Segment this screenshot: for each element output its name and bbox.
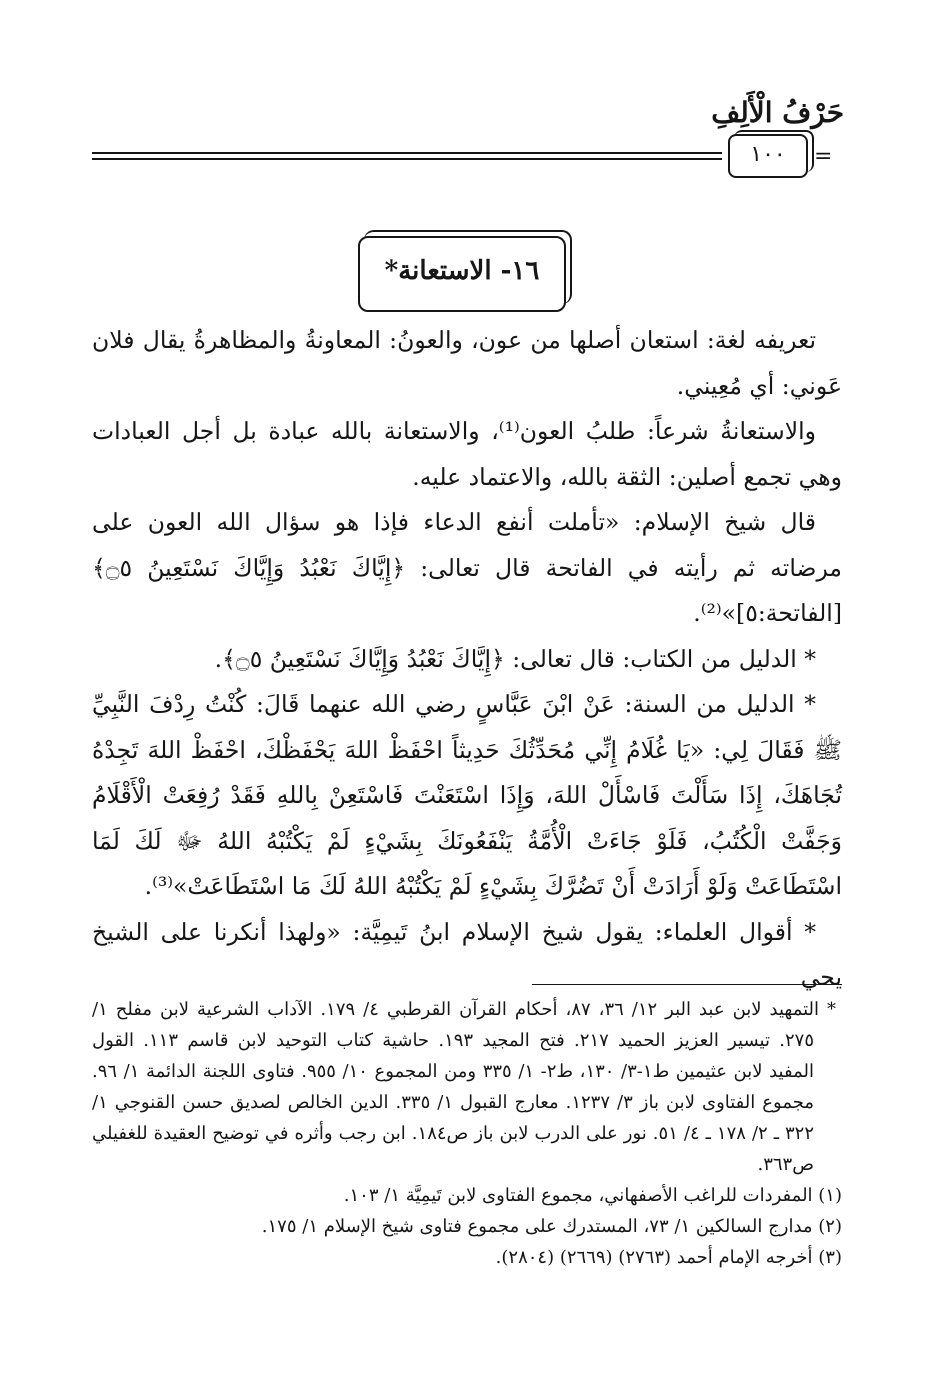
header-rule bbox=[92, 158, 722, 160]
section-title-frame bbox=[358, 236, 566, 312]
header-rule bbox=[92, 152, 722, 154]
paragraph-definition-language: تعريفه لغة: استعان أصلها من عون، والعونُ: المعاونةُ والمظاهرةُ يقال فلان عَوني: أي مُعِيني. bbox=[92, 326, 842, 400]
footnote-2: (٢) مدارج السالكين ١/ ٧٣، المستدرك على مجموع فتاوى شيخ الإسلام ١/ ١٧٥. bbox=[261, 1216, 842, 1237]
paragraph-evidence-sunnah: * الدليل من السنة: عَنْ ابْنَ عَبَّاسٍ رضي الله عنهما قَالَ: كُنْتُ رِدْفَ النَّبِيِّ ﷺ فَقَالَ لِي: «يَا غُلَامُ إِنِّي مُحَدِّثُكَ حَدِيثاً احْفَظْ اللهَ يَحْفَظْكَ، احْفَظْ اللهَ تَجِدْهُ تُجَاهَكَ، إِذَا سَأَلْتَ فَاسْأَلْ اللهَ، وَإِذَا اسْتَعَنْتَ فَاسْتَعِنْ بِاللهِ فَقَدْ رُفِعَتْ الْأَقْلَامُ وَجَفَّتْ الْكُتُبُ، فَلَوْ جَاءَتْ الْأُمَّةُ يَنْفَعُونَكَ بِشَيْءٍ لَمْ يَكْتُبْهُ اللهُ ﷻ لَكَ لَمَا اسْتَطَاعَتْ وَلَوْ أَرَادَتْ أَنْ تَضُرَّكَ بِشَيْءٍ لَمْ يَكْتُبْهُ اللهُ لَكَ مَا اسْتَطَاعَتْ»⁽³⁾. bbox=[92, 690, 842, 900]
footnote-star: * التمهيد لابن عبد البر ١٢/ ٣٦، ٨٧، أحكام القرآن القرطبي ٤/ ١٧٩. الآداب الشرعية لابن مفلح ١/ ٢٧٥. تيسير العزيز الحميد ٢١٧. فتح المجيد ١٩٣. حاشية كتاب التوحيد لابن قاسم ١١٣. القول المفيد لابن عثيمين ط١-٣/ ١٣٠، ط٢- ١/ ٣٣٥ ومن المجموع ١٠/ ٩٥٥. فتاوى اللجنة الدائمة ١/ ٩٦. مجموع الفتاوى لابن باز ٣/ ١٢٣٧. معارج القبول ١/ ٣٣٥. الدين الخالص لصديق حسن القنوجي ١/ ٣٢٢ ـ ٢/ ١٧٨ ـ ٤/ ٥١. نور على الدرب لابن باز ص١٨٤. ابن رجب وأثره في توضيح العقيدة للغفيلي ص٣٦٣. bbox=[92, 999, 836, 1175]
page-number-frame bbox=[728, 134, 808, 178]
paragraph-shaykh-quote: قال شيخ الإسلام: «تأملت أنفع الدعاء فإذا هو سؤال الله العون على مرضاته ثم رأيته في الفاتحة قال تعالى: ﴿إِيَّاكَ نَعْبُدُ وَإِيَّاكَ نَسْتَعِينُ ۝٥﴾ [الفاتحة:٥]»⁽²⁾. bbox=[92, 508, 842, 627]
paragraph-scholars: * أقوال العلماء: يقول شيخ الإسلام ابنُ تَيمِيَّة: «ولهذا أنكرنا على الشيخ يحي bbox=[92, 917, 842, 991]
page-header bbox=[92, 96, 844, 188]
footnotes bbox=[92, 994, 842, 1273]
paragraph-evidence-book: * الدليل من الكتاب: قال تعالى: ﴿إِيَّاكَ نَعْبُدُ وَإِيَّاكَ نَسْتَعِينُ ۝٥﴾. bbox=[214, 644, 816, 673]
paragraph-definition-sharia: والاستعانةُ شرعاً: طلبُ العون⁽¹⁾، والاستعانة بالله عبادة بل أجل العبادات وهي تجمع أصلين: الثقة بالله، والاعتماد عليه. bbox=[92, 417, 842, 491]
section-title: ١٦- الاستعانة* bbox=[384, 256, 540, 286]
chapter-title: حَرْفُ الْأَلِفِ bbox=[711, 96, 844, 129]
main-text bbox=[92, 318, 842, 1001]
page-number: ١٠٠ bbox=[750, 142, 786, 167]
header-mark: = bbox=[814, 144, 833, 169]
footnote-1: (١) المفردات للراغب الأصفهاني، مجموع الفتاوى لابن تَيمِيَّة ١/ ١٠٣. bbox=[343, 1185, 842, 1206]
footnote-divider bbox=[532, 984, 842, 985]
footnote-3: (٣) أخرجه الإمام أحمد (٢٧٦٣) (٢٦٦٩) (٢٨٠٤). bbox=[495, 1247, 842, 1268]
